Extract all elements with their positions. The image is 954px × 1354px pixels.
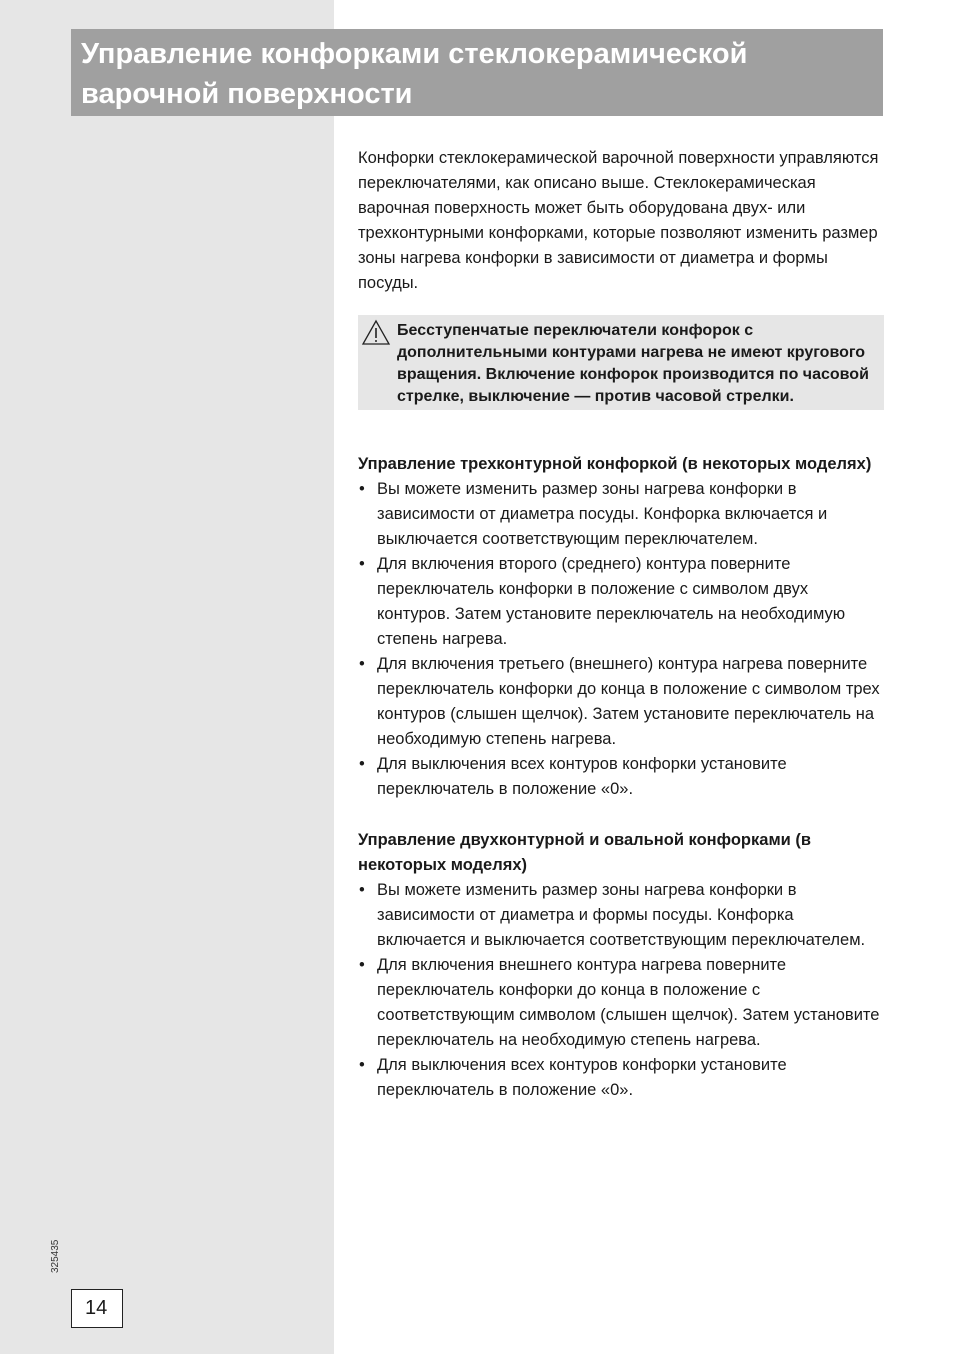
page-title: Управление конфорками стеклокерамической варочной поверхности (81, 38, 748, 110)
list-item: • Вы можете изменить размер зоны нагрева конфорки в зависимости от диаметра и формы посуды. Конфорка включается и выключается соответствующим переключателем. (358, 878, 884, 953)
section-heading-three-circuit: Управление трехконтурной конфоркой (в некоторых моделях) (358, 455, 872, 473)
page-number: 14 (71, 1289, 123, 1328)
list-item: • Для включения внешнего контура нагрева поверните переключатель конфорки до конца в положение с соответствующим символом (слышен щелчок). Затем установите переключатель на необходимую степень нагрева. (358, 953, 884, 1053)
warning-box (358, 315, 884, 410)
document-code: 325435 (50, 1239, 61, 1273)
list-item: • Для выключения всех контуров конфорки установите переключатель в положение «0». (358, 1053, 884, 1103)
list-item: • Для включения третьего (внешнего) контура нагрева поверните переключатель конфорки до конца в положение с символом трех контуров (слышен щелчок). Затем установите переключатель на необходимую степень нагрева. (358, 652, 884, 752)
title-bar (71, 29, 883, 116)
intro-paragraph: Конфорки стеклокерамической варочной поверхности управляются переключателями, как описано выше. Стеклокерамическая варочная поверхность может быть оборудована двух- или трехконтурными конфорками, которые позволяют изменить размер зоны нагрева конфорки в зависимости от диаметра и формы посуды. (358, 149, 879, 292)
list-item: • Вы можете изменить размер зоны нагрева конфорки в зависимости от диаметра посуды. Конфорка включается и выключается соответствующим переключателем. (358, 477, 884, 552)
main-content (358, 146, 884, 1103)
bullet-list-two-circuit (358, 878, 884, 1103)
list-item: • Для включения второго (среднего) контура поверните переключатель конфорки в положение с символом двух контуров. Затем установите переключатель на необходимую степень нагрева. (358, 552, 884, 652)
warning-text: Бесступенчатые переключатели конфорок с дополнительными контурами нагрева не имеют кругового вращения. Включение конфорок производится по часовой стрелке, выключение — против часовой стрелки. (397, 322, 869, 405)
warning-triangle-icon (361, 319, 391, 346)
left-margin-band (0, 0, 334, 1354)
section-heading-two-circuit: Управление двухконтурной и овальной конфорками (в некоторых моделях) (358, 831, 812, 874)
bullet-list-three-circuit (358, 477, 884, 802)
list-item: • Для выключения всех контуров конфорки установите переключатель в положение «0». (358, 752, 884, 802)
